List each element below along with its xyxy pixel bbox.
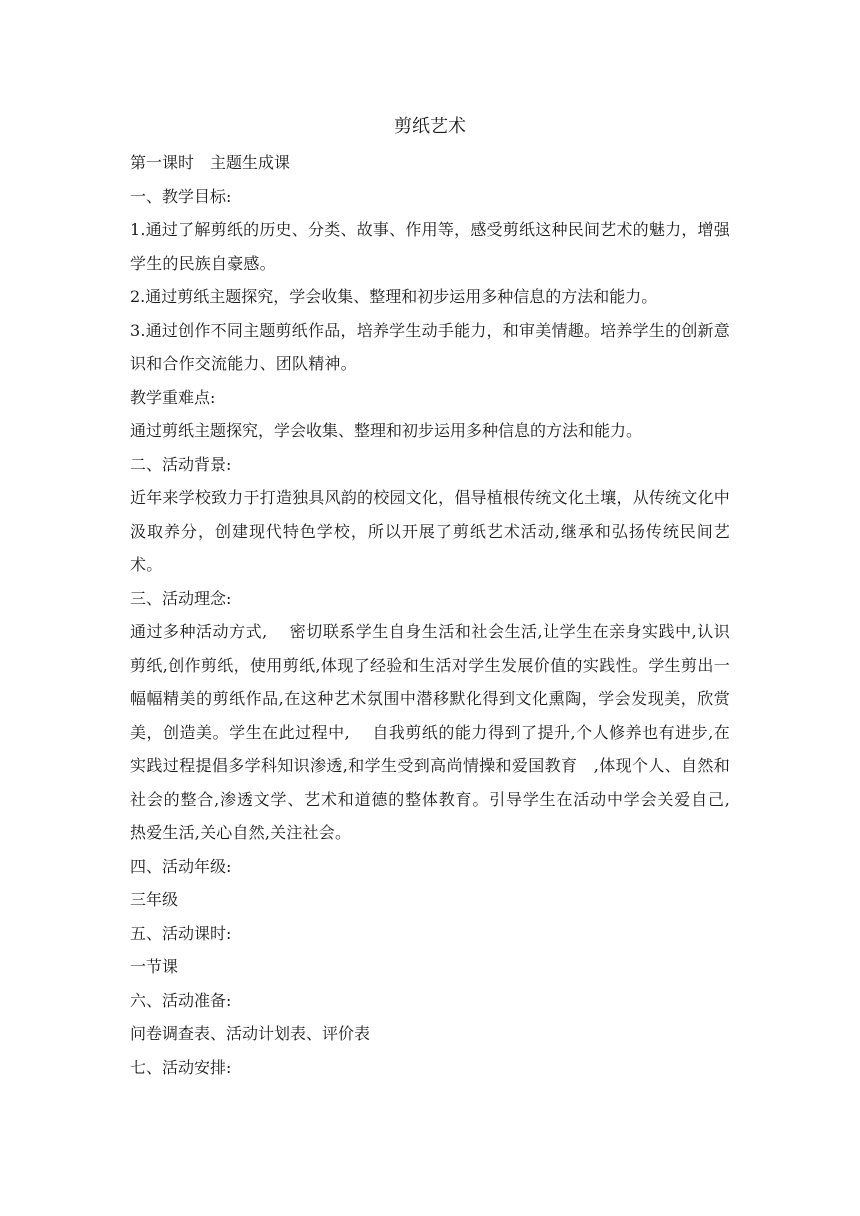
hours-value: 一节课 [130, 957, 179, 976]
goals-heading: 一、教学目标: [130, 186, 232, 206]
key-points: 通过剪纸主题探究，学会收集、整理和初步运用多种信息的方法和能力。 [130, 421, 643, 440]
concept-heading: 三、活动理念: [130, 588, 232, 608]
goal-2: 2.通过剪纸主题探究，学会收集、整理和初步运用多种信息的方法和能力。 [130, 287, 658, 306]
concept-paragraph: 通过多种活动方式, 密切联系学生自身生活和社会生活,让学生在亲身实践中,认识剪纸,创作剪纸，使用剪纸,体现了经验和生活对学生发展价值的实践性。学生剪出一幅幅精美的剪纸作品,在这种艺术氛围中潜移默化得到文化熏陶，学会发现美，欣赏美，创造美。学生在此过程中, 自我剪纸的能力得到了提升,个人修养也有进步,在实践过程提倡多学科知识渗透,和学生受到高尚情操和爱国教育 ,体现个人、自然和社会的整合,渗透文学、艺术和道德的整体教育。引导学生在活动中学会关爱自己, 热爱生活,关心自然,关注社会。 [130, 622, 752, 842]
background-paragraph: 近年来学校致力于打造独具风韵的校园文化，倡导植根传统文化土壤，从传统文化中汲取养分，创建现代特色学校，所以开展了剪纸艺术活动,继承和弘扬传统民间艺术。 [130, 488, 730, 574]
document-title: 剪纸艺术 [394, 116, 466, 137]
hours-heading: 五、活动课时: [130, 923, 232, 943]
arrangement-heading: 七、活动安排: [130, 1057, 232, 1077]
prep-heading: 六、活动准备: [130, 990, 232, 1010]
key-points-heading: 教学重难点: [130, 387, 216, 407]
background-heading: 二、活动背景: [130, 454, 232, 474]
goal-1: 1.通过了解剪纸的历史、分类、故事、作用等，感受剪纸这种民间艺术的魅力，增强学生的民族自豪感。 [130, 220, 730, 273]
lesson-line: 第一课时 主题生成课 [130, 153, 291, 172]
goal-3: 3.通过创作不同主题剪纸作品，培养学生动手能力，和审美情趣。培养学生的创新意识和合作交流能力、团队精神。 [130, 320, 730, 373]
grade-heading: 四、活动年级: [130, 856, 232, 876]
grade-value: 三年级 [130, 890, 179, 909]
prep-value: 问卷调查表、活动计划表、评价表 [130, 1024, 371, 1043]
document-page [130, 112, 752, 1084]
